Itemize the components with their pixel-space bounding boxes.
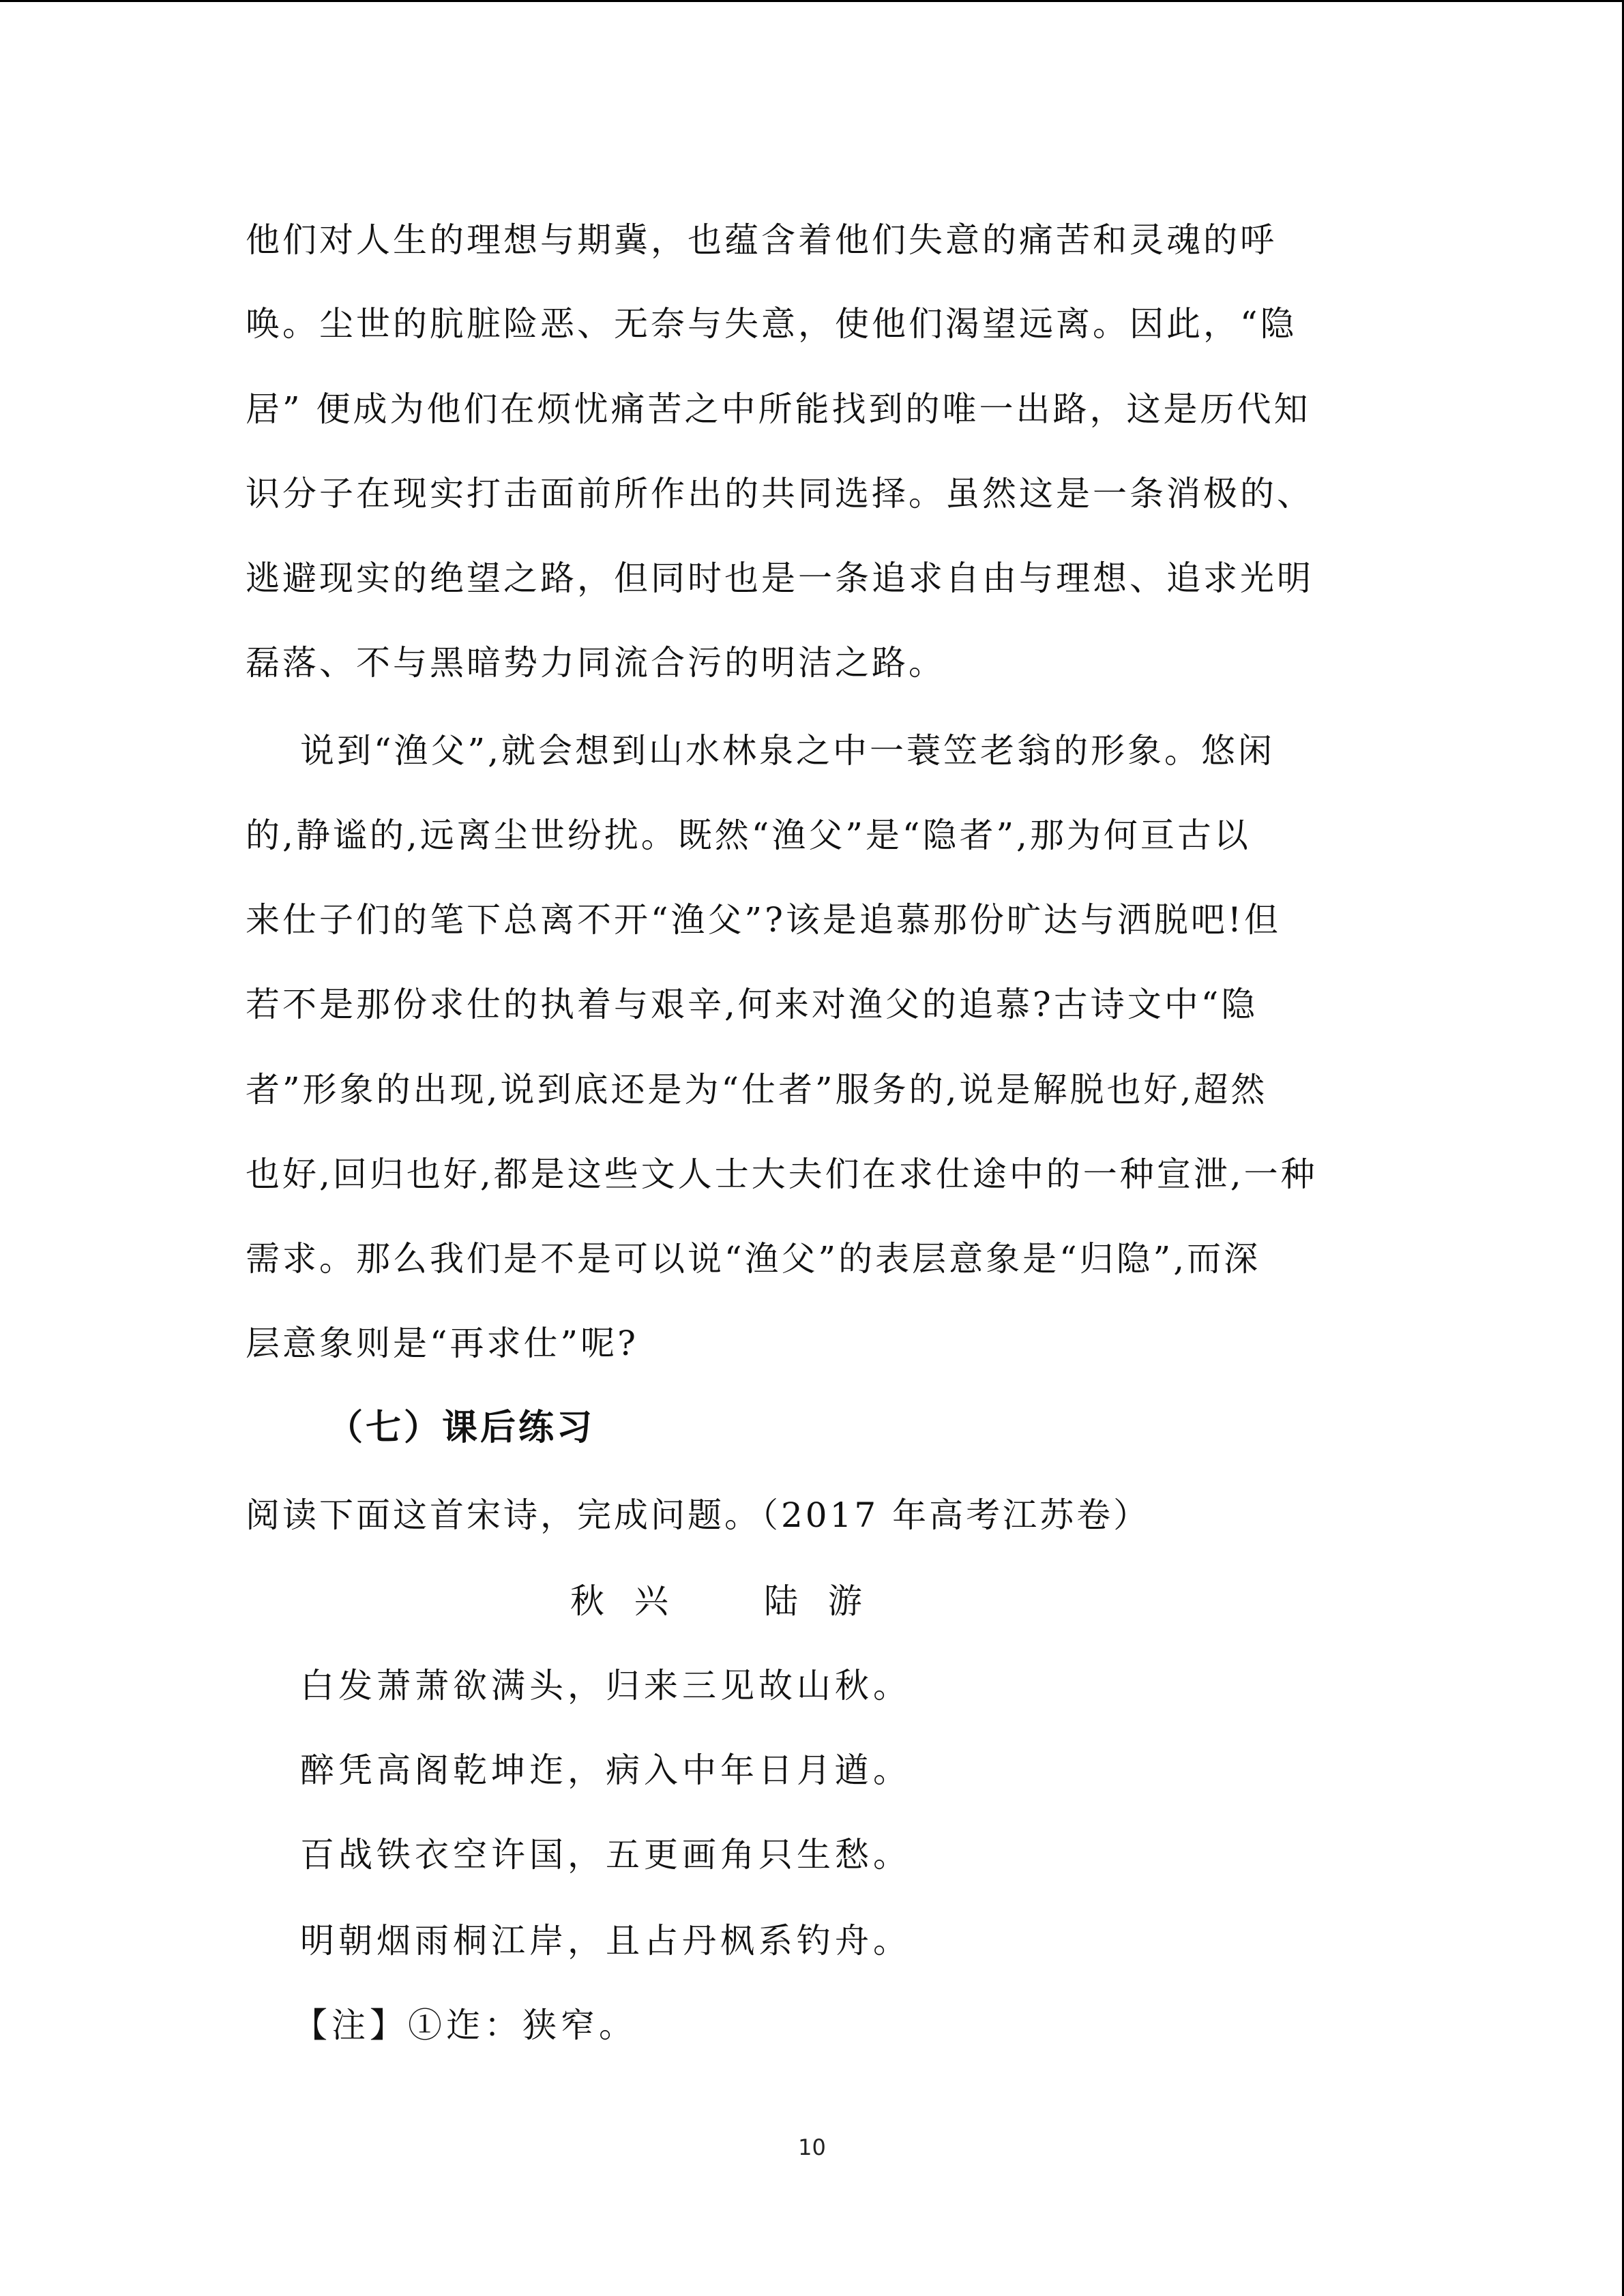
text-line: 居” 便成为他们在烦忧痛苦之中所能找到的唯一出路，这是历代知 xyxy=(246,389,1311,429)
page-number: 10 xyxy=(798,2134,826,2160)
text-line: 说到“渔父”,就会想到山水林泉之中一蓑笠老翁的形象。悠闲 xyxy=(300,731,1275,771)
text-line: 来仕子们的笔下总离不开“渔父”?该是追慕那份旷达与洒脱吧!但 xyxy=(246,900,1282,940)
section-heading: （七）课后练习 xyxy=(327,1407,595,1448)
text-line: 磊落、不与黑暗势力同流合污的明洁之路。 xyxy=(246,643,945,683)
poem-line: 醉凭高阁乾坤迮，病入中年日月遒。 xyxy=(300,1750,911,1790)
text-line: 他们对人生的理想与期冀，也蕴含着他们失意的痛苦和灵魂的呼 xyxy=(246,220,1277,260)
exercise-instruction: 阅读下面这首宋诗，完成问题。（2017 年高考江苏卷） xyxy=(246,1495,1151,1535)
text-line: 需求。那么我们是不是可以说“渔父”的表层意象是“归隐”,而深 xyxy=(246,1239,1261,1279)
text-line: 唤。尘世的肮脏险恶、无奈与失意，使他们渴望远离。因此，“隐 xyxy=(246,304,1297,344)
text-line: 若不是那份求仕的执着与艰辛,何来对渔父的追慕?古诗文中“隐 xyxy=(246,985,1258,1024)
text-line: 逃避现实的绝望之路，但同时也是一条追求自由与理想、追求光明 xyxy=(246,558,1314,598)
text-line: 识分子在现实打击面前所作出的共同选择。虽然这是一条消极的、 xyxy=(246,474,1314,513)
poem-line: 百战铁衣空许国，五更画角只生愁。 xyxy=(300,1835,911,1875)
poem-note: 【注】①迮：狭窄。 xyxy=(293,2006,637,2045)
text-line: 的,静谧的,远离尘世纷扰。既然“渔父”是“隐者”,那为何亘古以 xyxy=(246,816,1251,855)
text-line: 层意象则是“再求仕”呢? xyxy=(246,1324,638,1363)
poem-author: 陆 游 xyxy=(764,1581,872,1621)
poem-line: 明朝烟雨桐江岸，且占丹枫系钓舟。 xyxy=(300,1921,911,1960)
poem-line: 白发萧萧欲满头，归来三见故山秋。 xyxy=(300,1666,911,1705)
text-line: 者”形象的出现,说到底还是为“仕者”服务的,说是解脱也好,超然 xyxy=(246,1070,1268,1109)
poem-title: 秋 兴 xyxy=(570,1581,678,1621)
text-line: 也好,回归也好,都是这些文人士大夫们在求仕途中的一种宣泄,一种 xyxy=(246,1154,1318,1194)
